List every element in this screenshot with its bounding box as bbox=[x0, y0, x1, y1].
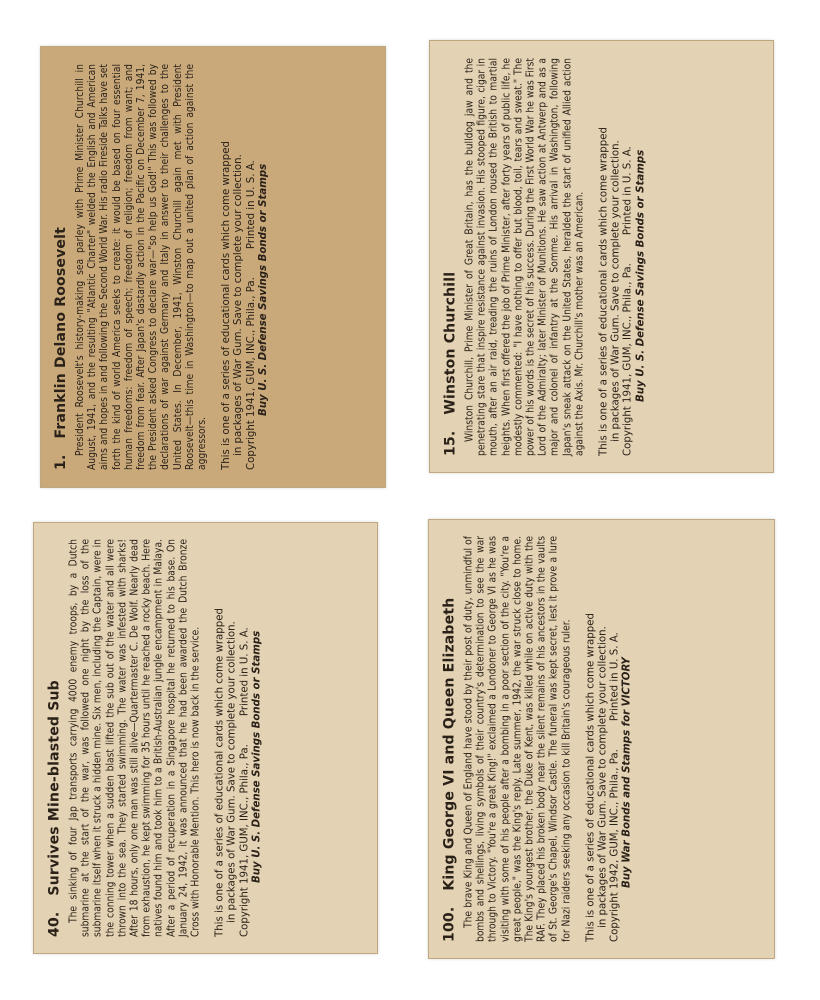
card-footer: This is one of a series of educational cards which come wrapped in packages of War Gum. Save to complete your collection. Copyright 1941, GUM, INC., Phila., Pa.Printed in U. S. A. Buy U. S. Defense Savings Bonds or Stamps bbox=[221, 141, 269, 470]
card-body-text: The sinking of four Jap transports carrying 4000 enemy troops, by a Dutch submarine at the start of the war, was followed one night by the loss of the submarine itself when it struck a hidden mine. Six men, including the Captain, were in the conning tower when a sudden blast lifted the sub out of the water and all were thrown into the sea. They started swimming. The water was infested with sharks! After 18 hours, only one man was still alive—Quartermaster C. De Wolf. Nearly dead from exhaustion, he kept swimming for 35 hours until he reached a rocky beach. Here natives found him and took him to a British-Australian jungle encampment in Malaya. After a period of recuperation in a Singapore hospital he returned to his base. On January 24, 1942, it was announced that he had been awarded the Dutch Bronze Cross with Honorable Mention. This hero is now back in the service. bbox=[68, 539, 202, 937]
card-body-text: Winston Churchill, Prime Minister of Great Britain, has the bulldog jaw and the penetrating stare that inspire resistance against invasion. His stooped figure, cigar in mouth, after an air raid, treading the ruins of London roused the British to martial heights. When first offered the job of Prime Minister, after forty years of public life, he modestly commented: "I have nothing to offer but blood, toil, tears and sweat." The power of his words is the secret of his success. During the First World War he was First Lord of the Admiralty; later Minister of Munitions. He saw action at Antwerp and as a major and colonel of infantry at the Somme. His arrival in Washington, following Japan's sneak attack on the United States, heralded the start of unified Allied action against the Axis. Mr. Churchill's mother was an American. bbox=[464, 57, 585, 456]
card-title: 40.Survives Mine-blasted Sub bbox=[46, 680, 62, 937]
card-roosevelt bbox=[40, 46, 386, 488]
card-footer: This is one of a series of educational cards which come wrapped in packages of War Gum. Save to complete your collection. Copyright 1941, GUM, INC., Phila., Pa.Printed in U. S. A. Buy U. S. Defense Savings Bonds or Stamps bbox=[598, 126, 646, 456]
card-title: 100.King George VI and Queen Elizabeth bbox=[441, 597, 457, 942]
card-title: 15.Winston Churchill bbox=[442, 271, 458, 456]
card-body-text: The brave King and Queen of England have stood by their post of duty, unmindful of bombs and shellings, living symbols of their country's determination to see the war through to Victory. "You're a great King!" exclaimed a Londoner to George VI as he was visiting with some of his people after a bombing in a poor section of the city. "You're a great people," was the King's reply. Late summer, 1942, the war struck close to home. The King's youngest brother, the Duke of Kent, was killed while on active duty with the RAF. They placed his broken body near the silent remains of his ancestors in the vaults of St. George's Chapel, Windsor Castle. The funeral was kept secret, lest it prove a lure for Nazi raiders seeking any occasion to kill Britain's courageous ruler. bbox=[463, 536, 572, 942]
card-mine-blasted-sub bbox=[33, 522, 378, 954]
card-footer: This is one of a series of educational cards which come wrapped in packages of War Gum. Save to complete your collection. Copyright 1942, GUM, INC., Phila., Pa.Printed in U. S. A. Buy War Bonds and Stamps for VICTORY bbox=[584, 613, 633, 942]
card-footer: This is one of a series of educational cards which come wrapped in packages of War Gum. Save to complete your collection. Copyright 1941, GUM, INC., Phila., Pa.Printed in U. S. A. Buy U. S. Defense Savings Bonds or Stamps bbox=[214, 608, 262, 937]
card-king-george bbox=[428, 519, 775, 959]
card-churchill bbox=[429, 40, 774, 473]
card-body-text: President Roosevelt's history-making sea parley with Prime Minister Churchill in August, 1941, and the resulting "Atlantic Charter" welded the English and American aims and hopes in and following the Second World War. His radio Fireside Talks have set forth the kind of world America seeks to create: it would be based on four essential human freedoms: freedom of speech; freedom of religion; freedom from want; and freedom from fear. After Japan's dastardly action in the Pacific on December 7, 1941, the President asked Congress to declare war—"so help us God!" This was followed by declarations of war against Germany and Italy in answer to their challenges to the United States. In December, 1941, Winston Churchill again met with President Roosevelt—this time in Washington—to map out a united plan of action against the aggressors. bbox=[75, 64, 209, 470]
card-title: 1.Franklin Delano Roosevelt bbox=[53, 227, 69, 470]
